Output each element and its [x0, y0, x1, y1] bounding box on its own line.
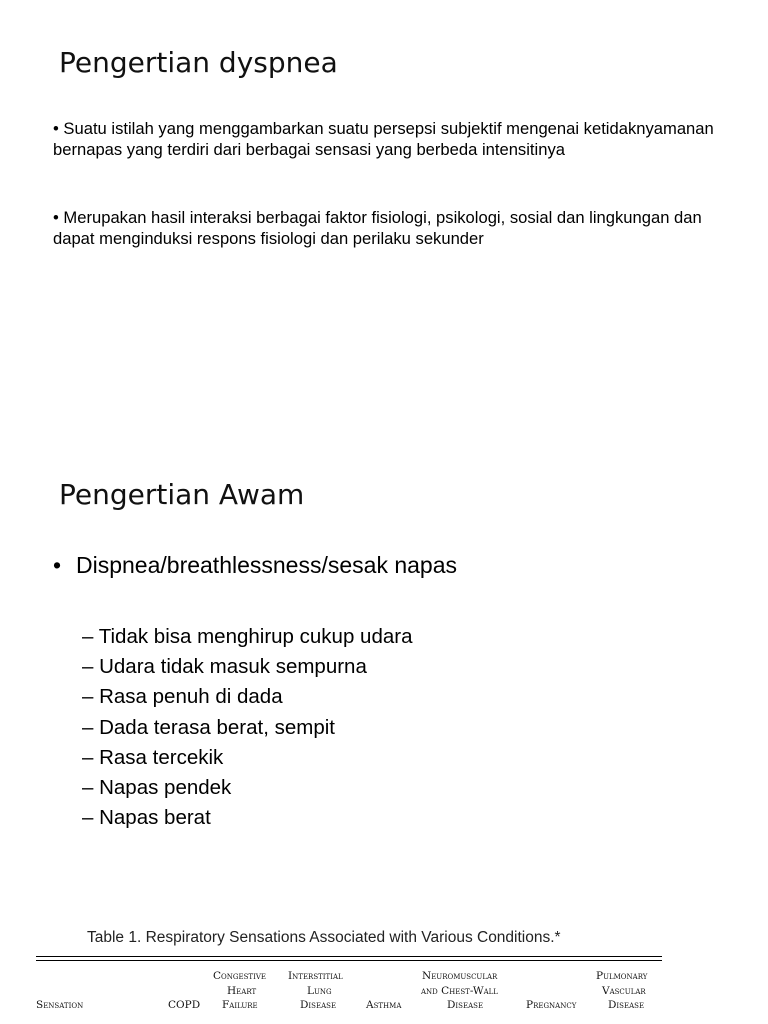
header-ild-line-1: Interstitial	[288, 970, 343, 982]
lay-terms-list	[82, 622, 412, 833]
header-nm-line-3: Disease	[447, 999, 484, 1011]
list-item: – Tidak bisa menghirup cukup udara	[82, 625, 413, 648]
section-1-title: Pengertian dyspnea	[59, 46, 338, 79]
header-pv-line-1: Pulmonary	[596, 970, 648, 982]
header-pregnancy: Pregnancy	[526, 999, 577, 1011]
header-nm-line-2: and Chest-Wall	[421, 985, 498, 997]
header-chf-line-3: Failure	[222, 999, 258, 1011]
table-caption: Table 1. Respiratory Sensations Associated with Various Conditions.*	[87, 929, 561, 946]
header-ild-line-3: Disease	[300, 999, 337, 1011]
table-top-rule	[36, 956, 662, 957]
header-pv-line-3: Disease	[608, 999, 645, 1011]
list-item: – Rasa tercekik	[82, 745, 224, 769]
section-2-title: Pengertian Awam	[59, 478, 305, 511]
header-asthma: Asthma	[366, 999, 402, 1011]
bullet-symbol: •	[53, 552, 62, 578]
header-sensation: Sensation	[36, 999, 84, 1011]
header-pv-line-2: Vascular	[602, 985, 646, 997]
list-item: – Udara tidak masuk sempurna	[82, 655, 367, 679]
header-nm-line-1: Neuromuscular	[422, 970, 498, 982]
header-chf-line-1: Congestive	[213, 970, 266, 982]
list-item: – Rasa penuh di dada	[82, 685, 283, 709]
header-copd: COPD	[168, 999, 201, 1011]
list-item: – Napas pendek	[82, 776, 232, 800]
main-bullet	[53, 550, 457, 580]
table-top-rule-second	[36, 960, 662, 961]
list-item: – Napas berat	[82, 806, 211, 830]
dyspnea-interaction-paragraph: • Merupakan hasil interaksi berbagai faktor fisiologi, psikologi, sosial dan lingkungan dan dapat menginduksi respons fisiologi dan perilaku sekunder	[53, 208, 702, 248]
main-bullet-text: Dispnea/breathlessness/sesak napas	[76, 552, 458, 578]
dyspnea-definition-paragraph: • Suatu istilah yang menggambarkan suatu persepsi subjektif mengenai ketidaknyamanan bernapas yang terdiri dari berbagai sensasi yang berbeda intensitinya	[53, 119, 714, 159]
header-ild-line-2: Lung	[307, 985, 332, 997]
header-chf-line-2: Heart	[227, 985, 257, 997]
list-item: – Dada terasa berat, sempit	[82, 715, 335, 739]
